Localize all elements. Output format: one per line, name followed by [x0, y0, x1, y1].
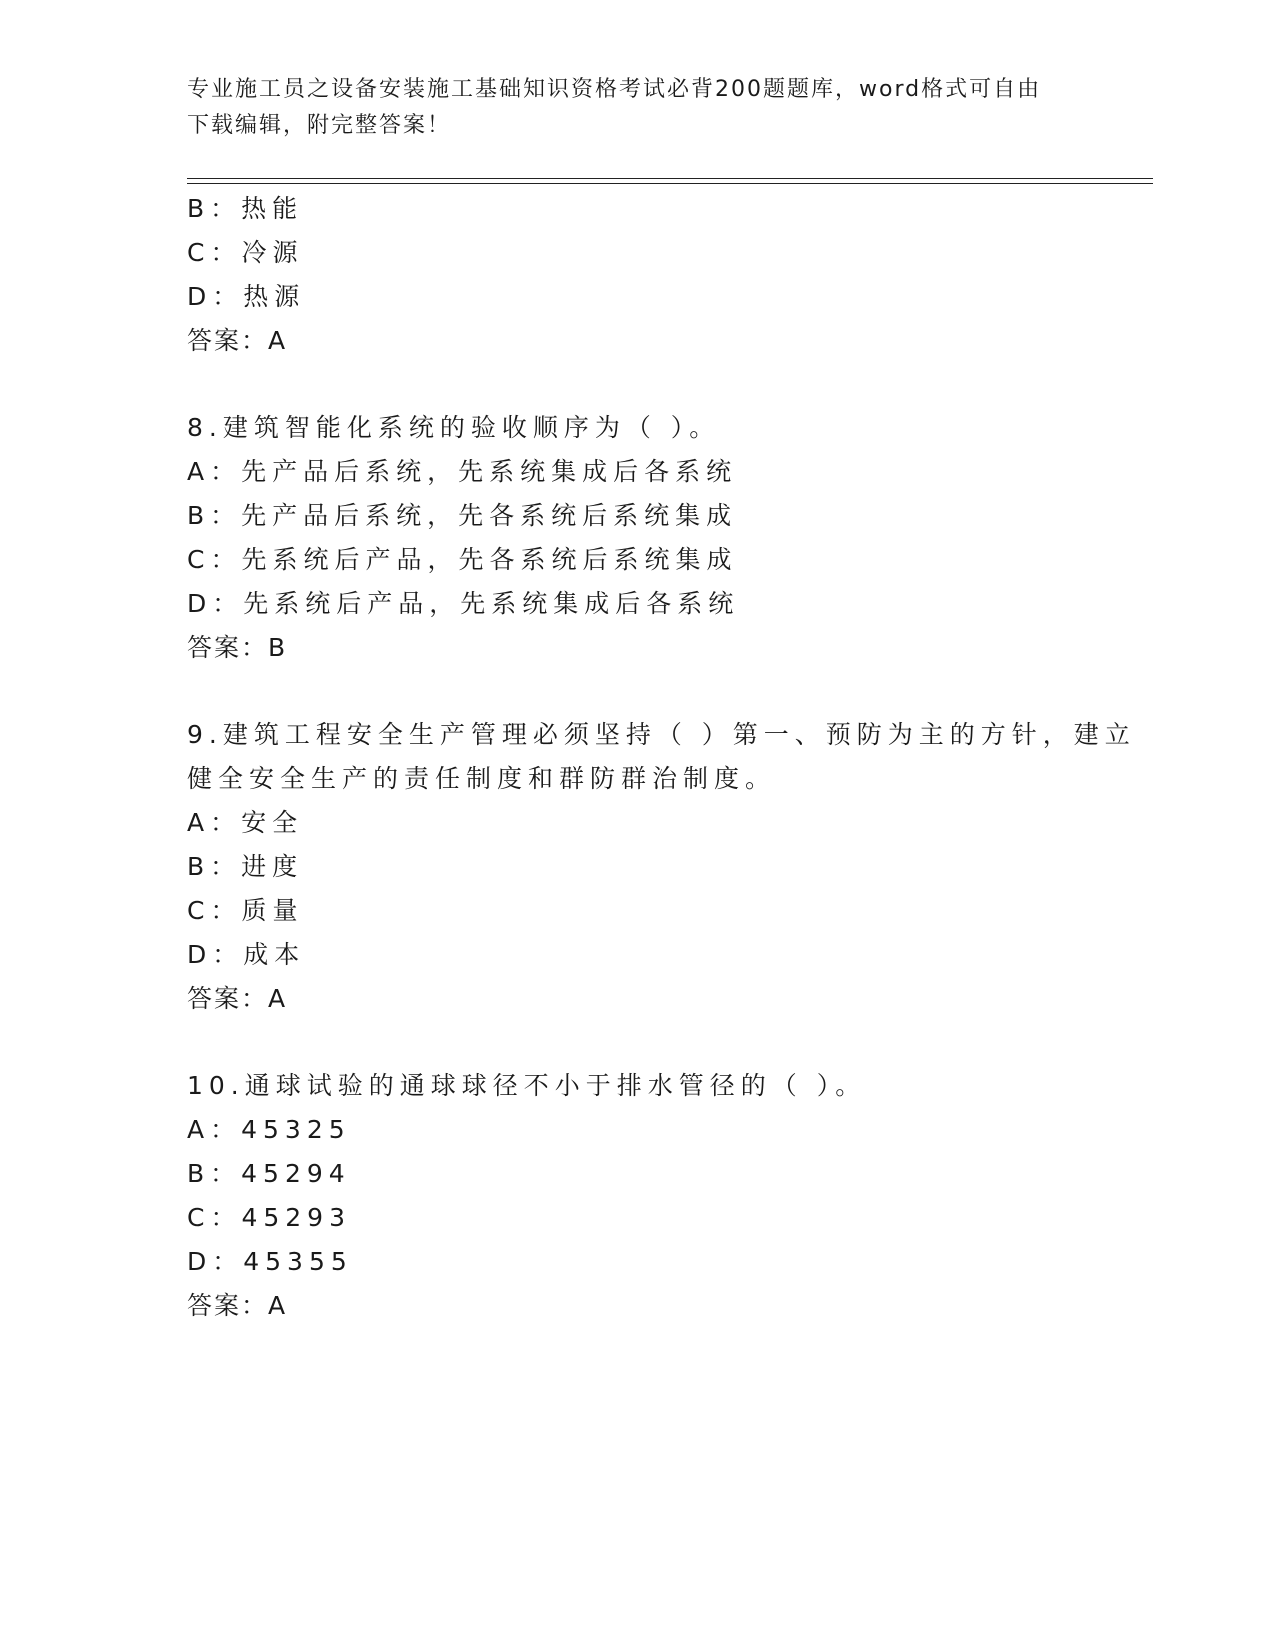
- q8-option-d: D：先系统后产品，先系统集成后各系统: [187, 589, 740, 618]
- q10-option-d: D：45355: [187, 1247, 353, 1276]
- header-divider-bottom: [187, 183, 1153, 184]
- q9-question-line-1: 9.建筑工程安全生产管理必须坚持（ ）第一、预防为主的方针，建立: [187, 720, 1136, 749]
- q10-answer: 答案：A: [187, 1291, 288, 1320]
- q9-option-d: D：成本: [187, 940, 306, 969]
- q9-answer: 答案：A: [187, 984, 288, 1013]
- q10-option-a: A：45325: [187, 1115, 351, 1144]
- q8-answer: 答案：B: [187, 633, 288, 662]
- q9-question-line-2: 健全安全生产的责任制度和群防群治制度。: [187, 764, 777, 793]
- q8-option-a: A：先产品后系统，先系统集成后各系统: [187, 457, 738, 486]
- q7-option-c: C：冷源: [187, 238, 304, 267]
- q10-option-b: B：45294: [187, 1159, 351, 1188]
- document-header: [187, 72, 1067, 144]
- q7-option-b: B：热能: [187, 194, 304, 223]
- q10-question: 10.通球试验的通球球径不小于排水管径的（ ）。: [187, 1071, 867, 1100]
- q9-option-c: C：质量: [187, 896, 304, 925]
- q10-option-c: C：45293: [187, 1203, 351, 1232]
- q9-option-a: A：安全: [187, 808, 304, 837]
- q8-question: 8.建筑智能化系统的验收顺序为（ ）。: [187, 413, 721, 442]
- q9-option-b: B：进度: [187, 852, 304, 881]
- header-title-line-2: 下载编辑，附完整答案！: [187, 113, 452, 138]
- q8-option-b: B：先产品后系统，先各系统后系统集成: [187, 501, 738, 530]
- q7-option-d: D：热源: [187, 282, 306, 311]
- q7-answer: 答案：A: [187, 326, 288, 355]
- header-title-line-1: 专业施工员之设备安装施工基础知识资格考试必背200题题库，word格式可自由: [187, 77, 1042, 102]
- header-divider-top: [187, 178, 1153, 179]
- q8-option-c: C：先系统后产品，先各系统后系统集成: [187, 545, 738, 574]
